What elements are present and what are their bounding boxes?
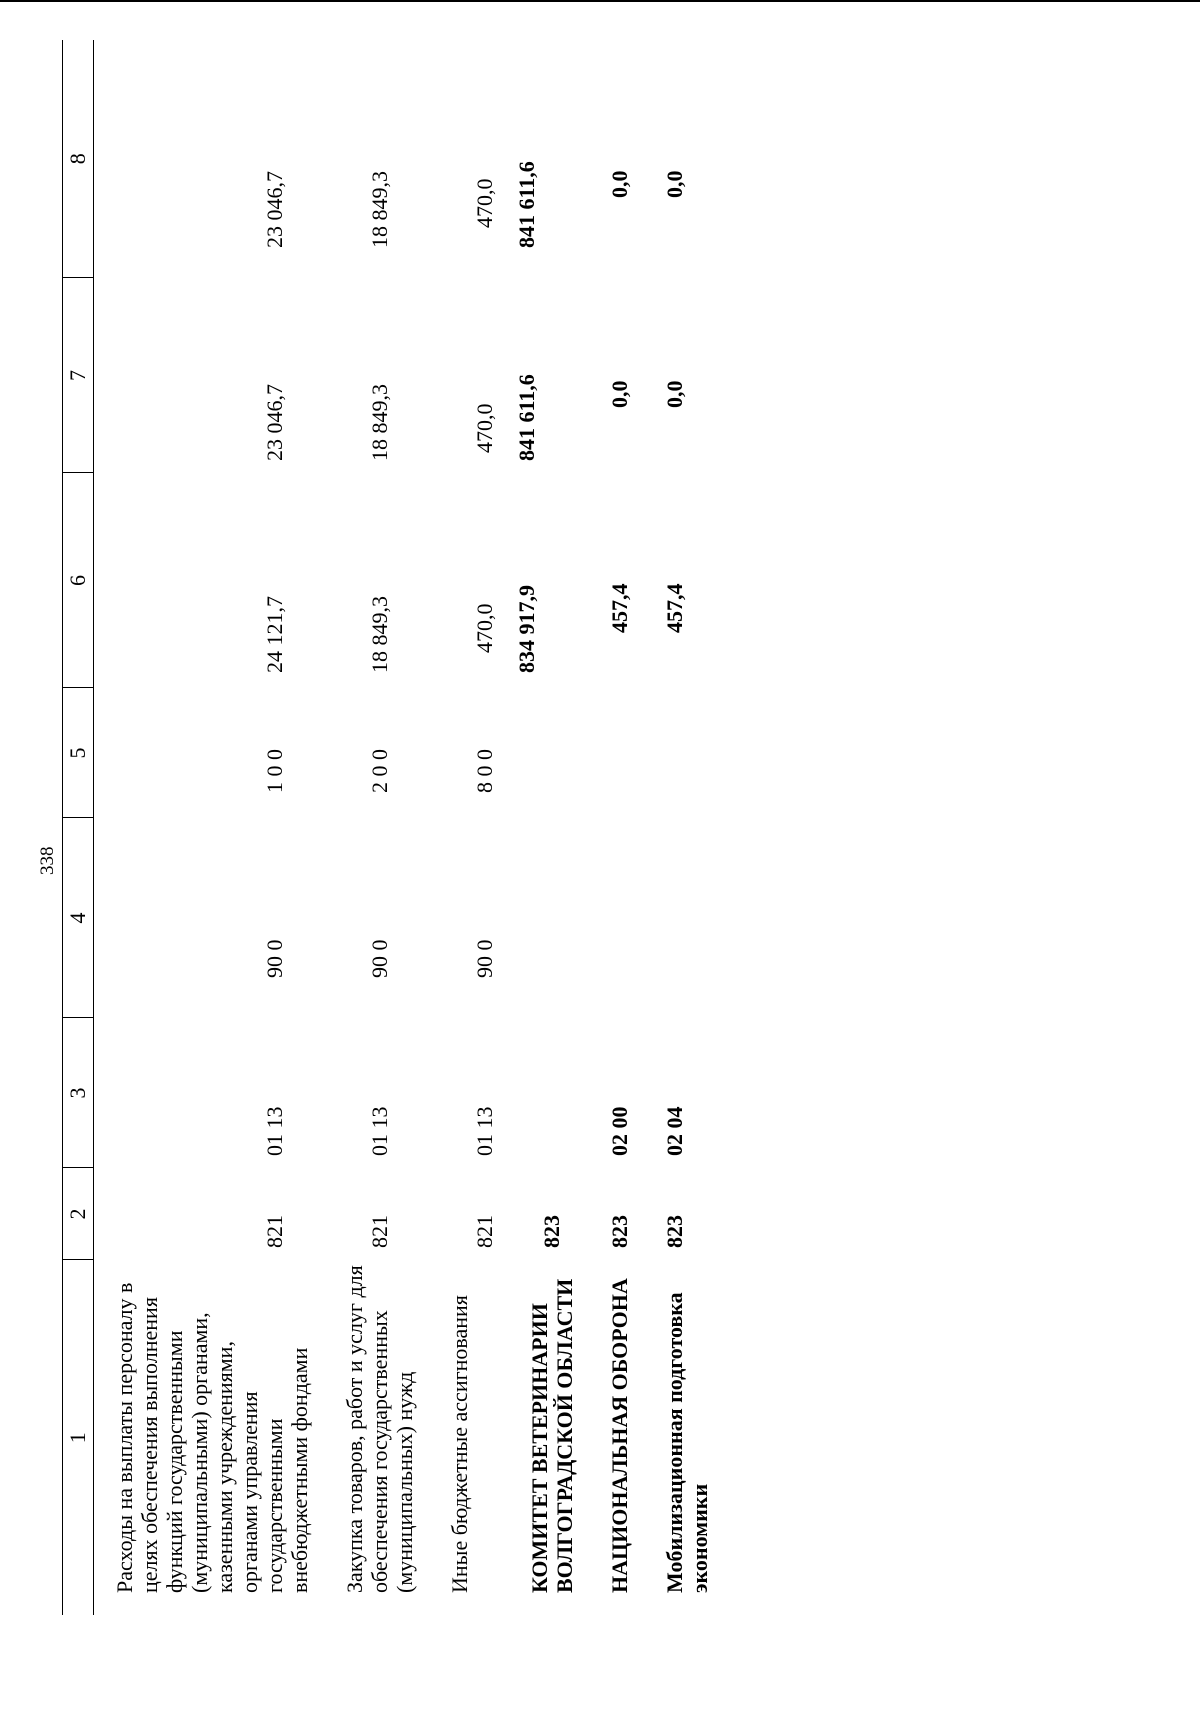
row-c4 (509, 818, 589, 1018)
row-c2: 821 (262, 1215, 287, 1248)
table-row (509, 40, 589, 1615)
row-c2: 821 (367, 1215, 392, 1248)
row-c5 (509, 688, 589, 818)
row-c2: 823 (662, 1215, 687, 1248)
header-col-8: 8 (63, 40, 94, 278)
budget-table-wrapper (62, 40, 724, 1615)
row-c5: 2 0 0 (367, 749, 392, 793)
row-c8: 18 849,3 (367, 171, 392, 248)
table-row (94, 40, 325, 1615)
header-col-1: 1 (63, 1260, 94, 1615)
row-c2: 823 (539, 1215, 564, 1248)
row-c6: 18 849,3 (367, 596, 392, 673)
table-row (644, 40, 724, 1615)
table-row (589, 40, 644, 1615)
row-c6: 24 121,7 (262, 596, 287, 673)
row-c4: 90 0 (367, 939, 392, 978)
row-c6: 457,4 (607, 583, 632, 633)
row-c3: 01 13 (472, 1106, 497, 1156)
header-row (63, 40, 94, 1615)
row-c2: 821 (472, 1215, 497, 1248)
row-name: Иные бюджетные ассигнования (447, 1295, 472, 1593)
row-c6: 470,0 (472, 603, 497, 653)
table-row (429, 40, 509, 1615)
row-c5: 1 0 0 (262, 749, 287, 793)
header-col-6: 6 (63, 473, 94, 688)
row-c8: 0,0 (607, 170, 632, 198)
row-c3 (509, 1018, 589, 1168)
row-c5 (644, 688, 724, 818)
row-c7: 0,0 (662, 380, 687, 408)
header-col-2: 2 (63, 1168, 94, 1260)
row-c4: 90 0 (472, 939, 497, 978)
row-c8: 0,0 (662, 170, 687, 198)
header-col-3: 3 (63, 1018, 94, 1168)
header-col-7: 7 (63, 278, 94, 473)
row-c3: 01 13 (262, 1106, 287, 1156)
page-number: 338 (37, 846, 58, 875)
row-c4 (644, 818, 724, 1018)
row-c3: 02 00 (607, 1106, 632, 1156)
row-name: НАЦИОНАЛЬНАЯ ОБОРОНА (607, 1278, 632, 1593)
row-name: Расходы на выплаты персоналу в целях обеспечения выполнения функций государственными (муниципальными) органами, казенными учреждениями, органами управления государственными внебюджетными фондами (112, 1282, 312, 1593)
row-c6: 457,4 (662, 583, 687, 633)
row-c3: 01 13 (367, 1106, 392, 1156)
table-row (324, 40, 429, 1615)
row-c5 (589, 688, 644, 818)
row-name: КОМИТЕТ ВЕТЕРИНАРИИ ВОЛГОГРАДСКОЙ ОБЛАСТИ (527, 1278, 577, 1593)
row-c6: 834 917,9 (514, 585, 539, 673)
row-c7: 0,0 (607, 380, 632, 408)
row-c7: 23 046,7 (262, 384, 287, 461)
row-c3: 02 04 (662, 1106, 687, 1156)
row-c8: 23 046,7 (262, 171, 287, 248)
row-c8: 841 611,6 (514, 161, 539, 248)
budget-table (62, 40, 724, 1615)
row-name: Закупка товаров, работ и услуг для обеспечения государственных (муниципальных) нужд (342, 1265, 417, 1593)
row-c5: 8 0 0 (472, 749, 497, 793)
row-c2: 823 (607, 1215, 632, 1248)
row-c8: 470,0 (472, 178, 497, 228)
row-c4 (589, 818, 644, 1018)
row-c4: 90 0 (262, 939, 287, 978)
row-c7: 841 611,6 (514, 374, 539, 461)
row-c7: 18 849,3 (367, 384, 392, 461)
header-col-5: 5 (63, 688, 94, 818)
header-col-4: 4 (63, 818, 94, 1018)
row-name: Мобилизационная подготовка экономики (662, 1292, 712, 1593)
row-c7: 470,0 (472, 403, 497, 453)
